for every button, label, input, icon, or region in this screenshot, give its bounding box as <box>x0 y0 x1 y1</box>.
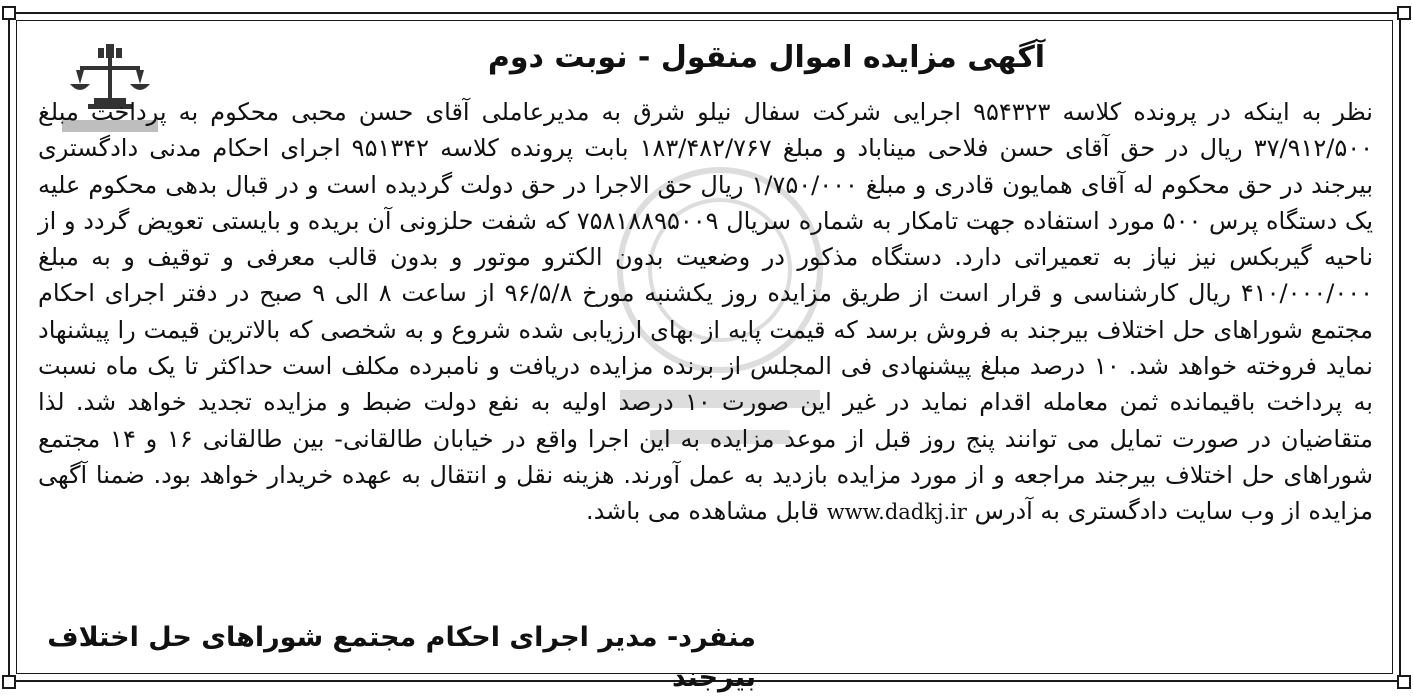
notice-closing-text: قابل مشاهده می باشد. <box>585 497 820 526</box>
corner-ornament-top-right <box>1397 6 1411 20</box>
notice-body-text: نظر به اینکه در پرونده کلاسه ۹۵۴۳۲۳ اجرایی شرکت سفال نیلو شرق به مدیرعاملی آقای حسن محبی محکوم به پرداخت مبلغ ۳۷/۹۱۲/۵۰۰ ریال در حق آقای حسن فلاحی میناباد و مبلغ ۱۸۳/۴۸۲/۷۶۷ بابت پرونده کلاسه ۹۵۱۳۴۲ اجرای احکام مدنی دادگستری بیرجند در حق محکوم له آقای همایون قادری و مبلغ ۱/۷۵۰/۰۰۰ ریال حق الاجرا در حق دولت گردیده است و در قبال بدهی محکوم علیه یک دستگاه پرس ۵۰۰ مورد استفاده جهت تامکار به شماره سریال ۷۵۸۱۸۸۹۵۰۰۹ که شفت حلزونی آن بریده و بایستی تعویض گردد و از ناحیه گیربکس نیز نیاز به تعمیراتی دارد. دستگاه مذکور در وضعیت بدون الکترو موتور و بدون قالب معرفی و توقیف و به مبلغ ۴۱۰/۰۰۰/۰۰۰ ریال کارشناسی و قرار است از طریق مزایده روز یکشنبه مورخ ۹۶/۵/۸ از ساعت ۸ الی ۹ صبح در دفتر اجرای احکام مجتمع شوراهای حل اختلاف بیرجند به فروش برسد که قیمت پایه از بهای ارزیابی شده شروع و به شخصی که بالاترین قیمت را پیشنهاد نماید فروخته خواهد شد. ۱۰ درصد مبلغ پیشنهادی فی المجلس از برنده مزایده دریافت و نامبرده مکلف است حداکثر تا یک ماه نسبت به پرداخت باقیمانده ثمن معامله اقدام نماید در غیر این صورت ۱۰ درصد اولیه به نفع دولت ضبط و مزایده تجدید خواهد شد. لذا متقاضیان در صورت تمایل می توانند پنج روز قبل از موعد مزایده به این اجرا واقع در خیابان طالقانی- بین طالقانی ۱۶ و ۱۴ مجتمع شوراهای حل اختلاف بیرجند مراجعه و از مورد مزایده بازدید به عمل آورند. هزینه نقل و انتقال به عهده خریدار خواهد بود. ضمنا آگهی مزایده از وب سایت دادگستری به آدرس <box>38 98 1374 526</box>
notice-signature: منفرد- مدیر اجرای احکام مجتمع شوراهای حل اختلاف بیرجند <box>47 622 756 693</box>
corner-ornament-bottom-right <box>1397 675 1411 689</box>
corner-ornament-bottom-left <box>2 675 16 689</box>
website-link[interactable]: www.dadkj.ir <box>826 500 967 525</box>
notice-title: آگهی مزایده اموال منقول - نوبت دوم <box>487 40 1046 75</box>
corner-ornament-top-left <box>2 6 16 20</box>
notice-body <box>38 94 1373 531</box>
